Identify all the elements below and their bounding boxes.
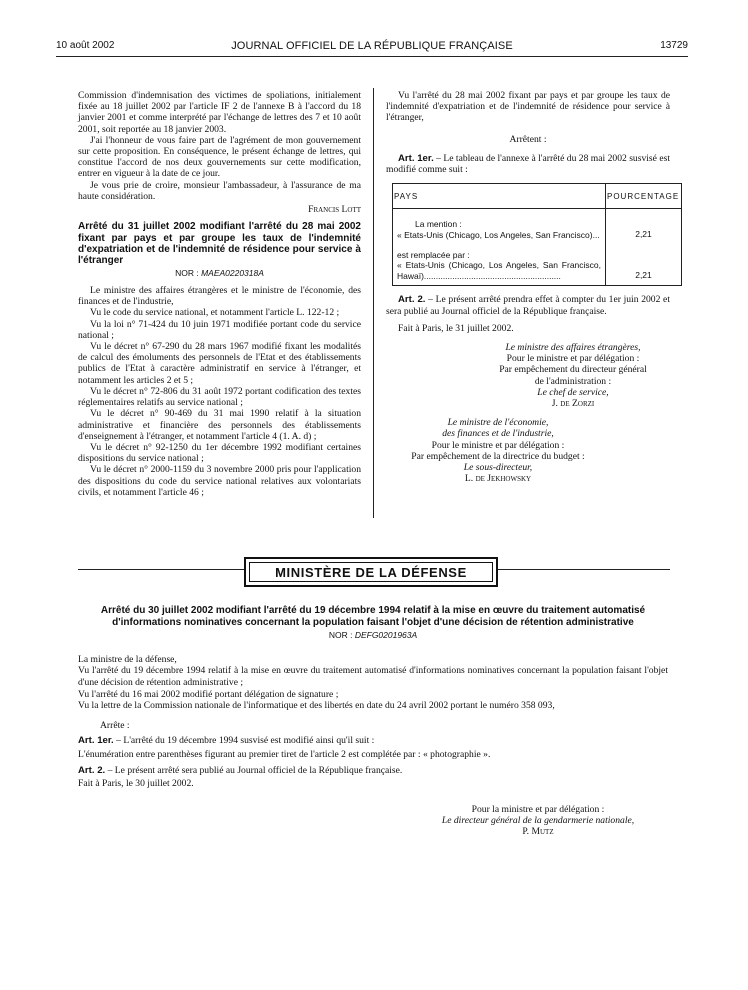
page-number: 13729 <box>660 40 688 51</box>
paragraph: Vu l'arrêté du 19 décembre 1994 relatif à la mise en œuvre du traitement automatisé d'informations nominatives concernant la population faisant l'objet d'une décision de rétention administrative ; <box>78 665 668 688</box>
paragraph: Je vous prie de croire, monsieur l'ambassadeur, à l'assurance de ma haute considération. <box>78 179 361 202</box>
signature: Francis Lott <box>308 204 361 216</box>
row1-pct-value: 2,21 <box>635 229 652 240</box>
table-cell <box>393 242 606 286</box>
nor-line <box>78 630 668 642</box>
section-rule-left <box>78 569 244 570</box>
table-header-pourcentage: POURCENTAGE <box>606 184 682 209</box>
visa: Vu la loi n° 71-424 du 10 juin 1971 modifiée portant code du service national ; <box>78 318 361 341</box>
nor-value: MAEA0220318A <box>201 267 264 278</box>
article-1 <box>78 735 668 747</box>
header-date: 10 août 2002 <box>56 40 115 51</box>
sig-line: Par empêchement de la directrice du budget : <box>411 450 585 462</box>
visa: Vu le décret n° 2000-1159 du 3 novembre 2000 pris pour l'application des dispositions du code du service national relatives aux volontariats civils, et notamment l'article 46 ; <box>78 464 361 498</box>
arrete-title: Arrêté du 31 juillet 2002 modifiant l'arrêté du 28 mai 2002 fixant par pays et par groupe les taux de l'indemnité d'expatriation et de l'indemnité de résidence pour service à l'étranger <box>78 221 361 267</box>
paragraph: Vu la lettre de la Commission nationale de l'informatique et des libertés en date du 24 avril 2002 portant le numéro 358 093, <box>78 700 555 712</box>
page-header <box>56 40 688 56</box>
nor-line <box>78 268 361 279</box>
visa: Vu le décret n° 92-1250 du 1er décembre 1992 modifiant certaines dispositions du service national ; <box>78 441 361 465</box>
article-text: – L'arrêté du 19 décembre 1994 susvisé est modifié ainsi qu'il suit : <box>116 735 375 747</box>
visa: Vu le décret n° 72-806 du 31 août 1972 portant codification des textes réglementaires relatifs au service national ; <box>78 385 361 409</box>
sig-line: Le ministre de l'économie, <box>447 417 549 429</box>
article-text: – Le présent arrêté sera publié au Journal officiel de la République française. <box>107 764 403 776</box>
visa: Vu le décret n° 90-469 du 31 mai 1990 relatif à la situation administrative et financière des personnels des établissements d'enseignement à l'étranger, et notamment l'article 4 (1. A. d) ; <box>78 408 361 442</box>
nor-value: DEFG0201963A <box>354 630 418 641</box>
arretent: Arrêtent : <box>509 133 547 145</box>
visa: Le ministre des affaires étrangères et le ministre de l'économie, des finances et de l'industrie, <box>78 285 361 308</box>
sig-line: Le sous-directeur, <box>463 462 533 474</box>
signature-block <box>408 804 668 838</box>
article-label: Art. 2. <box>78 764 106 776</box>
la-mention: La mention : <box>415 219 462 230</box>
nor-label: NOR : <box>175 267 199 278</box>
paragraph: Commission d'indemnisation des victimes de spoliations, initialement fixée au 18 juillet 2002 par l'article IF 2 de l'annexe B à l'accord du 18 janvier 2001 et comme interprété par l'échange de lettres des 7 et 10 août 2001, soit reportée au 18 janvier 2003. <box>78 90 361 135</box>
article-label: Art. 2. <box>398 294 426 306</box>
journal-title: JOURNAL OFFICIEL DE LA RÉPUBLIQUE FRANÇAISE <box>231 40 513 52</box>
article-2 <box>78 765 668 777</box>
article-1 <box>386 153 670 175</box>
right-column <box>386 90 680 485</box>
sig-line: des finances et de l'industrie, <box>442 428 554 440</box>
signature-block-2 <box>386 417 610 484</box>
row2-pct-value: 2,21 <box>635 270 652 281</box>
header-rule <box>56 56 688 57</box>
paragraph: J'ai l'honneur de vous faire part de l'agrément de mon gouvernement sur cette proposition. En conséquence, le présent échange de lettres, qui constitue l'accord de nos deux gouvernements sur cette modification, entrer en vigueur à la date de ce jour. <box>78 134 361 180</box>
article-label: Art. 1er. <box>398 152 434 164</box>
sig-name: J. de Zorzi <box>551 398 595 410</box>
sig-line: Par empêchement du directeur général <box>499 364 647 376</box>
article-text: – Le tableau de l'annexe à l'arrêté du 28 mai 2002 susvisé est modifié comme suit : <box>386 152 670 176</box>
sig-line: Pour la ministre et par délégation : <box>471 803 605 815</box>
rates-table <box>392 183 682 286</box>
arrete-title: Arrêté du 30 juillet 2002 modifiant l'arrêté du 19 décembre 1994 relatif à la mise en œuvre du traitement automatisé d'informations nominatives concernant la population faisant l'objet d'une décision de rétention administrative <box>100 605 646 628</box>
sig-name: L. de Jekhowsky <box>464 473 532 485</box>
sig-line: Le chef de service, <box>537 386 609 398</box>
bottom-arrete <box>78 605 668 837</box>
sig-line: Pour le ministre et par délégation : <box>506 353 640 365</box>
article-text: – Le présent arrêté prendra effet à compter du 1er juin 2002 et sera publié au Journal officiel de la République française. <box>386 294 670 317</box>
paragraph: Vu l'arrêté du 16 mai 2002 modifié portant délégation de signature ; <box>78 688 339 700</box>
section-rule-right <box>498 569 670 570</box>
row2-pct <box>606 242 682 286</box>
sig-line: de l'administration : <box>534 375 612 387</box>
sig-line: Le directeur général de la gendarmerie nationale, <box>441 814 635 826</box>
column-divider <box>373 88 374 518</box>
row1-pct <box>606 209 682 242</box>
fait-a-paris: Fait à Paris, le 30 juillet 2002. <box>78 778 194 790</box>
signature-block-1 <box>476 342 670 409</box>
left-column <box>78 90 361 498</box>
paragraph: La ministre de la défense, <box>78 653 177 665</box>
sig-line: Le ministre des affaires étrangères, <box>505 342 641 354</box>
nor-label: NOR : <box>328 630 353 641</box>
table-header-pays: PAYS <box>393 184 606 209</box>
article-label: Art. 1er. <box>78 735 114 747</box>
article-2 <box>386 294 670 316</box>
row1-pays: « Etats-Unis (Chicago, Los Angeles, San Francisco)... <box>397 229 600 240</box>
visa: Vu l'arrêté du 28 mai 2002 fixant par pays et par groupe les taux de l'indemnité d'expatriation et de l'indemnité de résidence pour service à l'étranger, <box>386 90 670 124</box>
remplacee: est remplacée par : <box>397 250 470 261</box>
sig-name: P. Mutz <box>522 826 554 838</box>
ministry-title: MINISTÈRE DE LA DÉFENSE <box>275 564 467 580</box>
ministry-heading <box>244 557 498 587</box>
fait-a-paris: Fait à Paris, le 31 juillet 2002. <box>398 322 514 334</box>
paragraph: L'énumération entre parenthèses figurant au premier tiret de l'article 2 est complétée par : « photographie ». <box>78 748 491 760</box>
sig-line: Pour le ministre et par délégation : <box>431 439 565 451</box>
visa: Vu le code du service national, et notamment l'article L. 122-12 ; <box>90 307 340 319</box>
arrete-word: Arrête : <box>100 719 130 731</box>
row2-pays: « Etats-Unis (Chicago, Los Angeles, San Francisco, Hawaï).......................................................... <box>397 260 601 281</box>
table-cell <box>393 209 606 242</box>
visa: Vu le décret n° 67-290 du 28 mars 1967 modifié fixant les modalités de calcul des émoluments des personnels de l'Etat et des établissements publics de l'Etat à caractère administratif en service à l'étranger, et notamment les articles 2 et 5 ; <box>78 341 361 386</box>
